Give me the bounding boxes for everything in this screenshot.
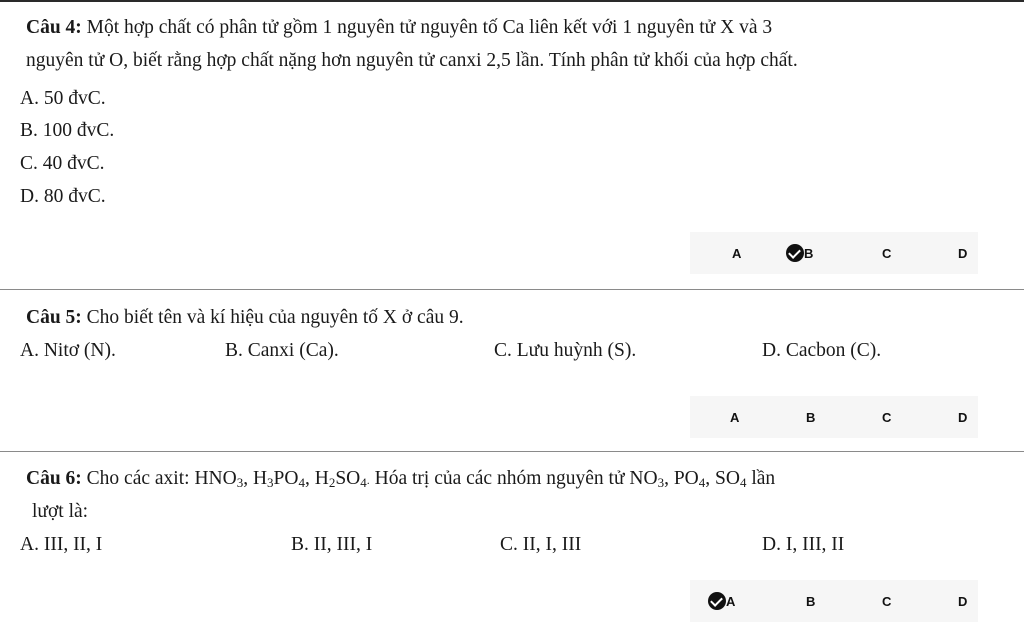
- q5-option-a: A. Nitơ (N).: [20, 340, 116, 361]
- q6-intro: Cho các axit:: [81, 468, 195, 489]
- q6-mid: Hóa trị của các nhóm nguyên tử: [369, 468, 630, 489]
- acid-sub: 2: [328, 475, 336, 490]
- group-sub: 3: [657, 475, 665, 490]
- acid-text: HNO: [194, 468, 237, 489]
- q6-answer-d-label: D: [958, 593, 968, 609]
- q5-answer-b[interactable]: [806, 396, 815, 438]
- q4-answer-b-label: B: [804, 245, 814, 261]
- group-sub: 4: [739, 475, 747, 490]
- acid-text: , H: [304, 468, 329, 489]
- q5-label: Câu 5:: [26, 307, 82, 328]
- q4-answer-c-label: C: [882, 245, 892, 261]
- q5-line1: [26, 301, 464, 334]
- q4-label: Câu 4:: [26, 17, 82, 38]
- q4-text-1: Một hợp chất có phân tử gồm 1 nguyên tử nguyên tố Ca liên kết với 1 nguyên tử X và 3: [81, 17, 773, 38]
- q4-option-b: B. 100 đvC.: [20, 120, 115, 141]
- q4-answer-b[interactable]: [786, 232, 813, 274]
- q4-answer-bar: [690, 232, 978, 274]
- q6-option-b: B. II, III, I: [291, 534, 373, 555]
- acid-text: PO: [273, 468, 299, 489]
- q4-answer-a[interactable]: [732, 232, 741, 274]
- q6-label: Câu 6:: [26, 468, 82, 489]
- acid-sub: 4: [360, 475, 367, 490]
- q4-answer-d-label: D: [958, 245, 968, 261]
- q5-answer-d[interactable]: [958, 396, 967, 438]
- q4-answer-d[interactable]: [958, 232, 967, 274]
- q6-answer-a[interactable]: [708, 580, 735, 622]
- q6-answer-b-label: B: [806, 593, 816, 609]
- acid-text: .: [366, 473, 370, 487]
- q4-answer-a-label: A: [732, 245, 742, 261]
- q6-answer-b[interactable]: [806, 580, 815, 622]
- q5-answer-a[interactable]: [730, 396, 739, 438]
- q6-answer-c[interactable]: [882, 580, 891, 622]
- q5-option-b: B. Canxi (Ca).: [225, 340, 339, 361]
- q6-answer-a-label: A: [726, 593, 736, 609]
- q5-text-1: Cho biết tên và kí hiệu của nguyên tố X ở câu 9.: [81, 307, 464, 328]
- divider: [0, 289, 1024, 290]
- q4-option-c: C. 40 đvC.: [20, 153, 105, 174]
- acid-text: SO: [335, 468, 361, 489]
- q6-option-a: A. III, II, I: [20, 534, 103, 555]
- acid-sub: 3: [236, 475, 244, 490]
- q6-line2: lượt là:: [32, 501, 89, 522]
- check-icon: [708, 592, 726, 610]
- check-icon: [786, 244, 804, 262]
- q4-option-a: A. 50 đvC.: [20, 88, 106, 109]
- top-rule: [0, 0, 1024, 2]
- q4-answer-c[interactable]: [882, 232, 891, 274]
- q5-answer-c[interactable]: [882, 396, 891, 438]
- q5-answer-c-label: C: [882, 409, 892, 425]
- q5-answer-b-label: B: [806, 409, 816, 425]
- q6-option-d: D. I, III, II: [762, 534, 845, 555]
- q5-answer-d-label: D: [958, 409, 968, 425]
- q5-option-c: C. Lưu huỳnh (S).: [494, 340, 637, 361]
- q6-option-c: C. II, I, III: [500, 534, 582, 555]
- q6-acids: [194, 468, 369, 489]
- group-text: , SO: [705, 468, 740, 489]
- acid-sub: 3: [267, 475, 274, 490]
- q6-line1: [26, 462, 775, 497]
- acid-text: , H: [243, 468, 268, 489]
- q4-line2: nguyên tử O, biết rằng hợp chất nặng hơn nguyên tử canxi 2,5 lần. Tính phân tử khối của hợp chất.: [26, 50, 798, 71]
- divider: [0, 451, 1024, 452]
- q4-option-d: D. 80 đvC.: [20, 186, 106, 207]
- acid-sub: 4: [298, 475, 305, 490]
- q6-answer-bar: [690, 580, 978, 622]
- group-sub: 4: [698, 475, 706, 490]
- q5-answer-bar: [690, 396, 978, 438]
- group-text: NO: [629, 468, 658, 489]
- q4-line1: [26, 11, 772, 44]
- q6-answer-c-label: C: [882, 593, 892, 609]
- q5-answer-a-label: A: [730, 409, 740, 425]
- q6-groups: [629, 468, 746, 489]
- q6-answer-d[interactable]: [958, 580, 967, 622]
- q6-tail: lần: [746, 468, 776, 489]
- q5-option-d: D. Cacbon (C).: [762, 340, 882, 361]
- group-text: , PO: [664, 468, 699, 489]
